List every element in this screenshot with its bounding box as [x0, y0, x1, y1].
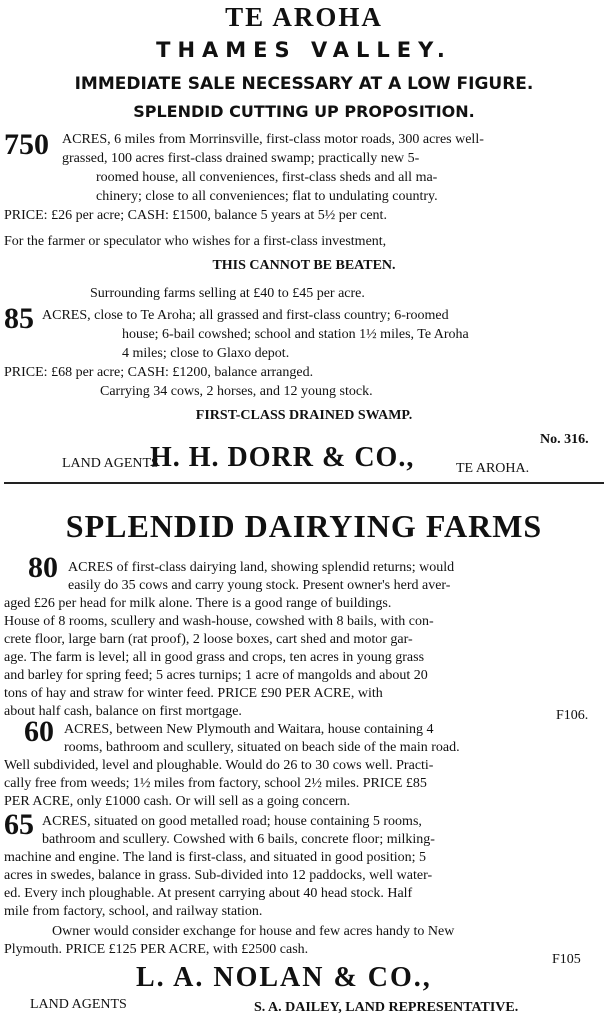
ad2-acres-65-number: 65: [4, 808, 34, 841]
ad2-headline: SPLENDID DAIRYING FARMS: [65, 508, 543, 544]
ad2-acres-65-line: ACRES, situated on good metalled road; house containing 5 rooms,: [42, 814, 422, 829]
ad2-acres-80-line: about half cash, balance on first mortgage.: [4, 704, 242, 719]
ad2-acres-65-line: mile from factory, school, and railway station.: [4, 904, 263, 919]
ad2-acres-60-line: PER ACRE, only £1000 cash. Or will sell as a going concern.: [4, 794, 351, 809]
ad2-land-representative: S. A. DAILEY, LAND REPRESENTATIVE.: [254, 1000, 519, 1015]
ad2-acres-80-line: aged £26 per head for milk alone. There is a good range of buildings.: [4, 596, 392, 611]
ad1-region-title: THAMES VALLEY.: [156, 38, 452, 62]
ad1-acres-85-line: house; 6-bail cowshed; school and station 1½ miles, Te Aroha: [122, 327, 469, 342]
ad2-agent-role: LAND AGENTS: [30, 997, 127, 1012]
ad2-acres-80-line: tons of hay and straw for winter feed. PRICE £90 PER ACRE, with: [4, 686, 383, 701]
ad2-acres-60-number: 60: [24, 715, 54, 748]
ad2-acres-65-line: machine and engine. The land is first-class, and situated in good position; 5: [4, 850, 426, 865]
ad2-acres-60-line: Well subdivided, level and ploughable. Would do 26 to 30 cows well. Practi-: [4, 758, 434, 773]
ad2-exchange-line: Plymouth. PRICE £125 PER ACRE, with £2500 cash.: [4, 942, 309, 957]
ad2-acres-60-line: rooms, bathroom and scullery, situated on beach side of the main road.: [64, 740, 460, 755]
ad2-acres-80-reference: F106.: [556, 708, 589, 723]
ad2-acres-65-line: ed. Every inch ploughable. At present carrying about 40 head stock. Half: [4, 886, 413, 901]
ad2-acres-65-line: acres in swedes, balance in grass. Sub-divided into 12 paddocks, well water-: [4, 868, 433, 883]
ad1-acres-85-line: ACRES, close to Te Aroha; all grassed and first-class country; 6-roomed: [42, 308, 449, 323]
ad2-acres-80-line: House of 8 rooms, scullery and wash-house, cowshed with 8 bails, with con-: [4, 614, 434, 629]
ad2-acres-80-line: crete floor, large barn (rat proof), 2 loose boxes, cart shed and motor gar-: [4, 632, 413, 647]
ad2-acres-80-line: age. The farm is level; all in good grass and crops, ten acres in young grass: [4, 650, 425, 665]
ad1-acres-85-stock: Carrying 34 cows, 2 horses, and 12 young stock.: [100, 384, 373, 399]
ad1-acres-750-line: ACRES, 6 miles from Morrinsville, first-class motor roads, 300 acres well-: [62, 132, 484, 147]
ad1-acres-750-price: PRICE: £26 per acre; CASH: £1500, balance 5 years at 5½ per cent.: [4, 208, 387, 223]
ad1-place-title: TE AROHA: [225, 2, 383, 32]
ad1-investor-line: For the farmer or speculator who wishes for a first-class investment,: [4, 234, 387, 249]
ad2-exchange-line: Owner would consider exchange for house and few acres handy to New: [52, 924, 455, 939]
ad1-reference-number: No. 316.: [540, 432, 589, 447]
ad1-acres-750-line: grassed, 100 acres first-class drained swamp; practically new 5-: [62, 151, 420, 166]
ad1-acres-750-line: chinery; close to all conveniences; flat to undulating country.: [96, 189, 438, 204]
ad2-acres-65-reference: F105: [552, 952, 581, 967]
ad1-cannot-be-beaten: THIS CANNOT BE BEATEN.: [212, 258, 396, 273]
ad-divider-rule: [4, 482, 604, 484]
ad2-acres-80-number: 80: [28, 551, 58, 584]
ad1-acres-85-number: 85: [4, 302, 34, 335]
ad2-acres-60-line: ACRES, between New Plymouth and Waitara, house containing 4: [64, 722, 434, 737]
ad1-surrounding-farms: Surrounding farms selling at £40 to £45 per acre.: [90, 286, 365, 301]
ad1-agent-place: TE AROHA.: [456, 461, 530, 476]
ad1-acres-750-number: 750: [4, 128, 49, 161]
ad1-drained-swamp: FIRST-CLASS DRAINED SWAMP.: [195, 408, 413, 423]
ad1-agent-name: H. H. DORR & CO.,: [150, 442, 415, 473]
ad2-acres-80-line: and barley for spring feed; 5 acres turnips; 1 acre of mangolds and about 20: [4, 668, 428, 683]
ad1-headline-immediate-sale: IMMEDIATE SALE NECESSARY AT A LOW FIGURE.: [74, 74, 534, 94]
ad2-acres-80-line: easily do 35 cows and carry young stock. Present owner's herd aver-: [68, 578, 451, 593]
ad1-acres-750-line: roomed house, all conveniences, first-class sheds and all ma-: [96, 170, 438, 185]
ad2-agent-name: L. A. NOLAN & CO.,: [136, 962, 432, 993]
ad2-acres-80-line: ACRES of first-class dairying land, showing splendid returns; would: [68, 560, 455, 575]
ad2-acres-60-line: cally free from weeds; 1½ miles from factory, school 2½ miles. PRICE £85: [4, 776, 427, 791]
ad1-headline-cutting-up: SPLENDID CUTTING UP PROPOSITION.: [133, 102, 475, 121]
ad1-acres-85-price: PRICE: £68 per acre; CASH: £1200, balance arranged.: [4, 365, 314, 380]
ad1-acres-85-line: 4 miles; close to Glaxo depot.: [122, 346, 290, 361]
ad1-agent-role: LAND AGENTS: [62, 456, 159, 471]
ad2-acres-65-line: bathroom and scullery. Cowshed with 6 bails, concrete floor; milking-: [42, 832, 435, 847]
